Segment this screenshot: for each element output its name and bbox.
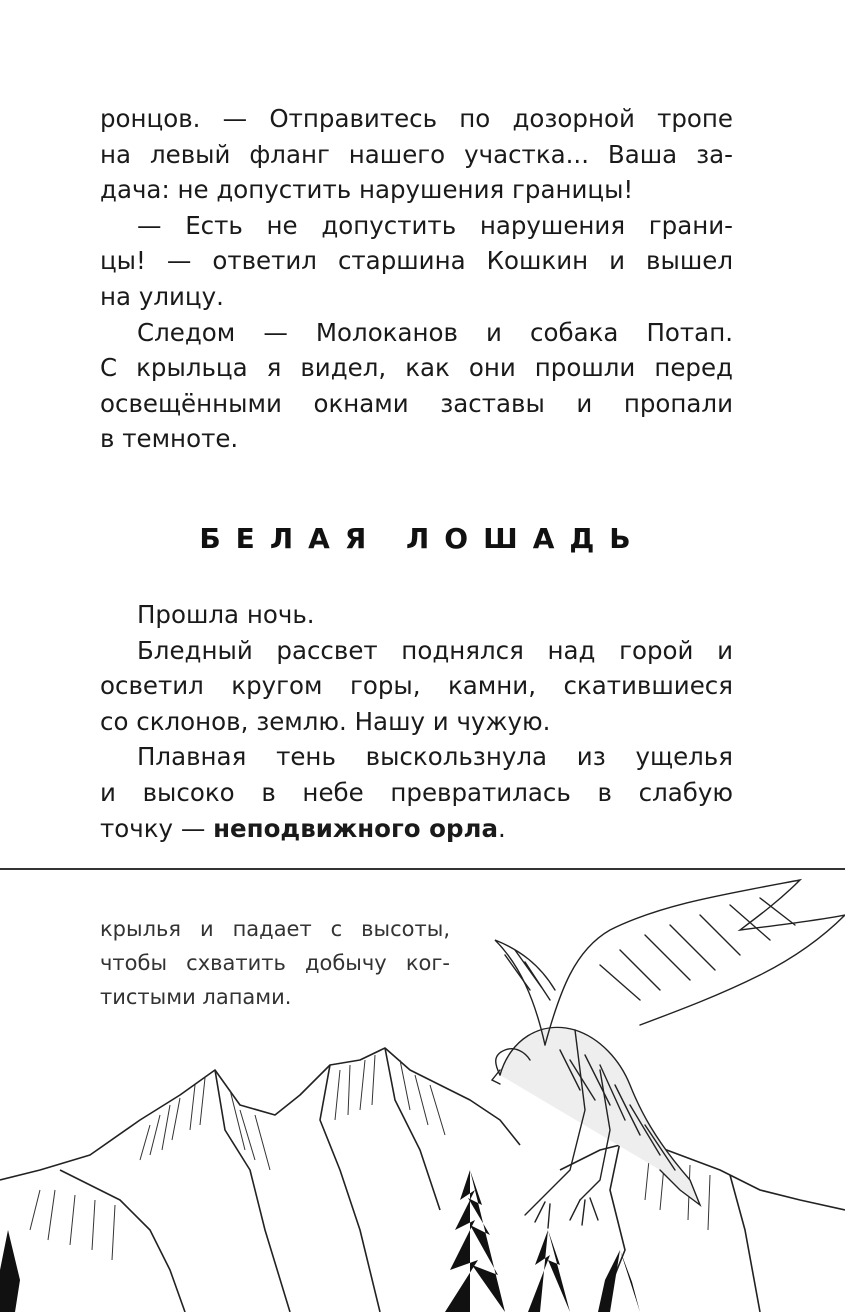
text-line: Бледный рассвет поднялся над горой и: [137, 635, 733, 665]
eagle-icon: [492, 880, 845, 1228]
illustration-caption: [100, 912, 450, 1014]
text-line: и высоко в небе превратилась в слабую: [100, 777, 733, 807]
paragraph-4: [100, 597, 733, 633]
paragraph-6: [100, 739, 733, 846]
paragraph-3: [100, 315, 733, 457]
caption-line: чтобы схватить добычу ког-: [100, 951, 450, 975]
text-line: дача: не допустить нарушения границы!: [100, 175, 634, 205]
text-line: осветил кругом горы, камни, скатившиеся: [100, 671, 733, 701]
text-line: Плавная тень выскользнула из ущелья: [137, 742, 733, 772]
text-line: на левый фланг нашего участка... Ваша за-: [100, 139, 733, 169]
caption-line: крылья и падает с высоты,: [100, 917, 450, 941]
text-segment: точку —: [100, 813, 214, 843]
text-line: в темноте.: [100, 424, 239, 454]
bold-phrase: неподвижного орла: [213, 813, 499, 843]
text-line: Прошла ночь.: [137, 600, 315, 629]
text-line: ронцов. — Отправитесь по дозорной тропе: [100, 104, 733, 133]
paragraph-2: [100, 208, 733, 315]
chapter-title: БЕЛАЯ ЛОШАДЬ: [199, 522, 646, 555]
text-line: освещёнными окнами заставы и пропали: [100, 388, 733, 418]
caption-line: тистыми лапами.: [100, 985, 292, 1009]
paragraph-1: [100, 101, 733, 208]
text-line-final: [100, 811, 733, 847]
top-text: [100, 101, 733, 457]
paragraph-5: [100, 633, 733, 740]
mountain-range: [0, 1048, 845, 1312]
text-line: со склонов, землю. Нашу и чужую.: [100, 706, 551, 736]
pine-trees: [0, 1170, 640, 1312]
text-line: на улицу.: [100, 281, 224, 311]
text-line: — Есть не допустить нарушения грани-: [137, 210, 733, 240]
bottom-text: [100, 597, 733, 846]
text-segment: .: [498, 813, 506, 843]
text-line: Следом — Молоканов и собака Потап.: [137, 317, 733, 347]
text-line: С крыльца я видел, как они прошли перед: [100, 353, 733, 383]
text-line: цы! — ответил старшина Кошкин и вышел: [100, 246, 733, 276]
